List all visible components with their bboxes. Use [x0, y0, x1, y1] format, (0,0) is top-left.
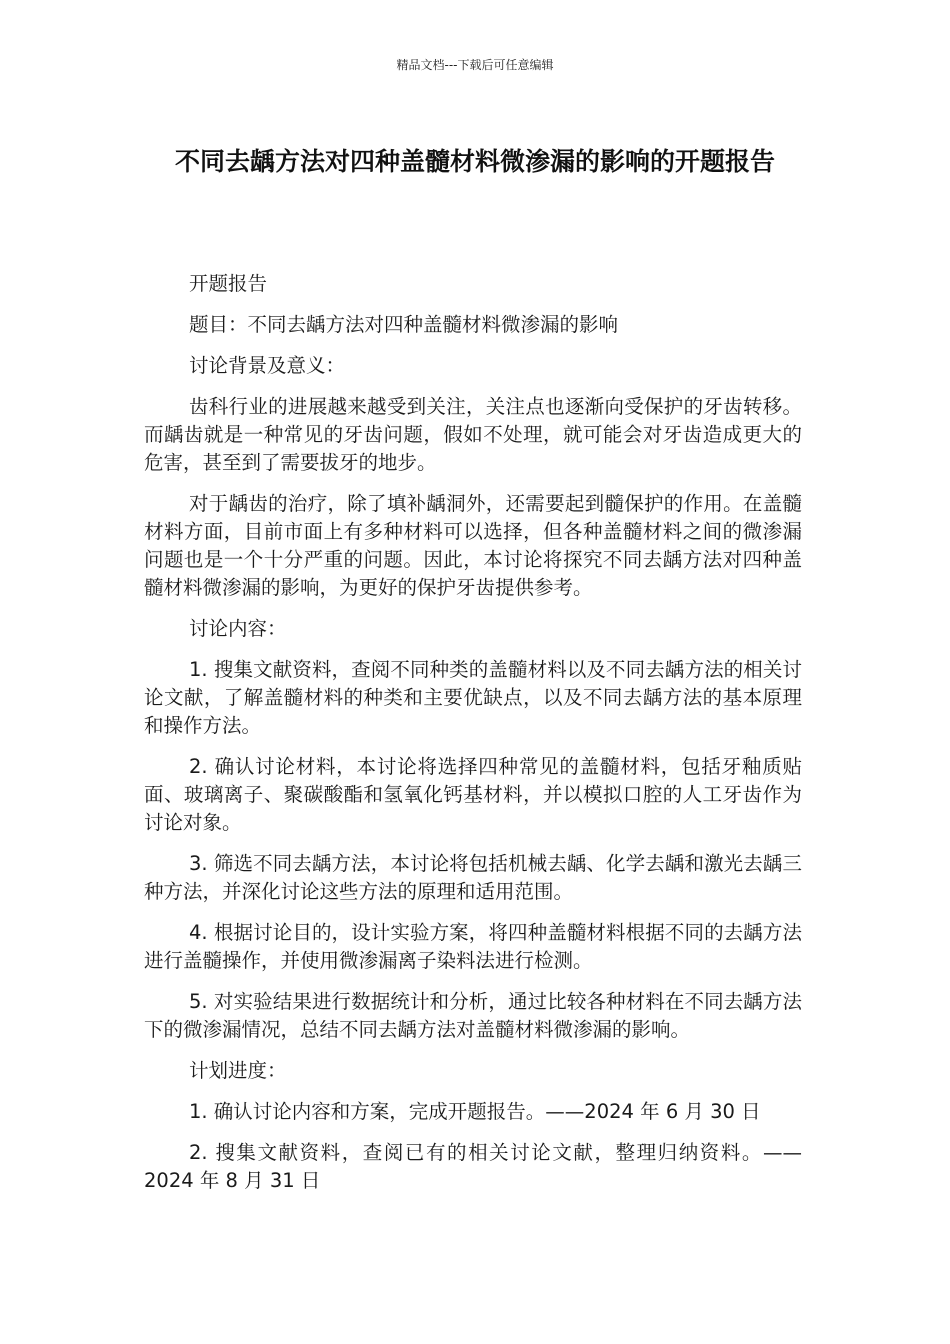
content-item-5: 5. 对实验结果进行数据统计和分析，通过比较各种材料在不同去龋方法下的微渗漏情况，总结不同去龋方法对盖髓材料微渗漏的影响。: [144, 990, 802, 1041]
schedule-item-2: 2. 搜集文献资料，查阅已有的相关讨论文献，整理归纳资料。——2024 年 8 月 31 日: [144, 1141, 802, 1192]
content-item-3: 3. 筛选不同去龋方法，本讨论将包括机械去龋、化学去龋和激光去龋三种方法，并深化讨论这些方法的原理和适用范围。: [144, 852, 802, 903]
document-title: 不同去龋方法对四种盖髓材料微渗漏的影响的开题报告: [174, 147, 775, 176]
section-heading-schedule: 计划进度：: [189, 1059, 287, 1082]
content-item-1: 1. 搜集文献资料，查阅不同种类的盖髓材料以及不同去龋方法的相关讨论文献，了解盖髓材料的种类和主要优缺点，以及不同去龋方法的基本原理和操作方法。: [144, 658, 802, 737]
page-header: 精品文档---下载后可任意编辑: [396, 58, 554, 72]
schedule-item-1: 1. 确认讨论内容和方案，完成开题报告。——2024 年 6 月 30 日: [189, 1100, 761, 1123]
topic-line: 题目：不同去龋方法对四种盖髓材料微渗漏的影响: [189, 313, 619, 336]
section-heading-content: 讨论内容：: [189, 617, 287, 640]
content-item-2: 2. 确认讨论材料，本讨论将选择四种常见的盖髓材料，包括牙釉质贴面、玻璃离子、聚碳酸酯和氢氧化钙基材料，并以模拟口腔的人工牙齿作为讨论对象。: [144, 755, 802, 834]
document-body: [144, 270, 802, 1208]
section-heading-background: 讨论背景及意义：: [189, 354, 346, 377]
background-paragraph-2: 对于龋齿的治疗，除了填补龋洞外，还需要起到髓保护的作用。在盖髓材料方面，目前市面上有多种材料可以选择，但各种盖髓材料之间的微渗漏问题也是一个十分严重的问题。因此，本讨论将探究不同去龋方法对四种盖髓材料微渗漏的影响，为更好的保护牙齿提供参考。: [144, 492, 802, 599]
content-item-4: 4. 根据讨论目的，设计实验方案，将四种盖髓材料根据不同的去龋方法进行盖髓操作，并使用微渗漏离子染料法进行检测。: [144, 921, 802, 972]
section-heading-report: 开题报告: [189, 272, 268, 295]
background-paragraph-1: 齿科行业的进展越来越受到关注，关注点也逐渐向受保护的牙齿转移。而龋齿就是一种常见的牙齿问题，假如不处理，就可能会对牙齿造成更大的危害，甚至到了需要拔牙的地步。: [144, 395, 802, 474]
